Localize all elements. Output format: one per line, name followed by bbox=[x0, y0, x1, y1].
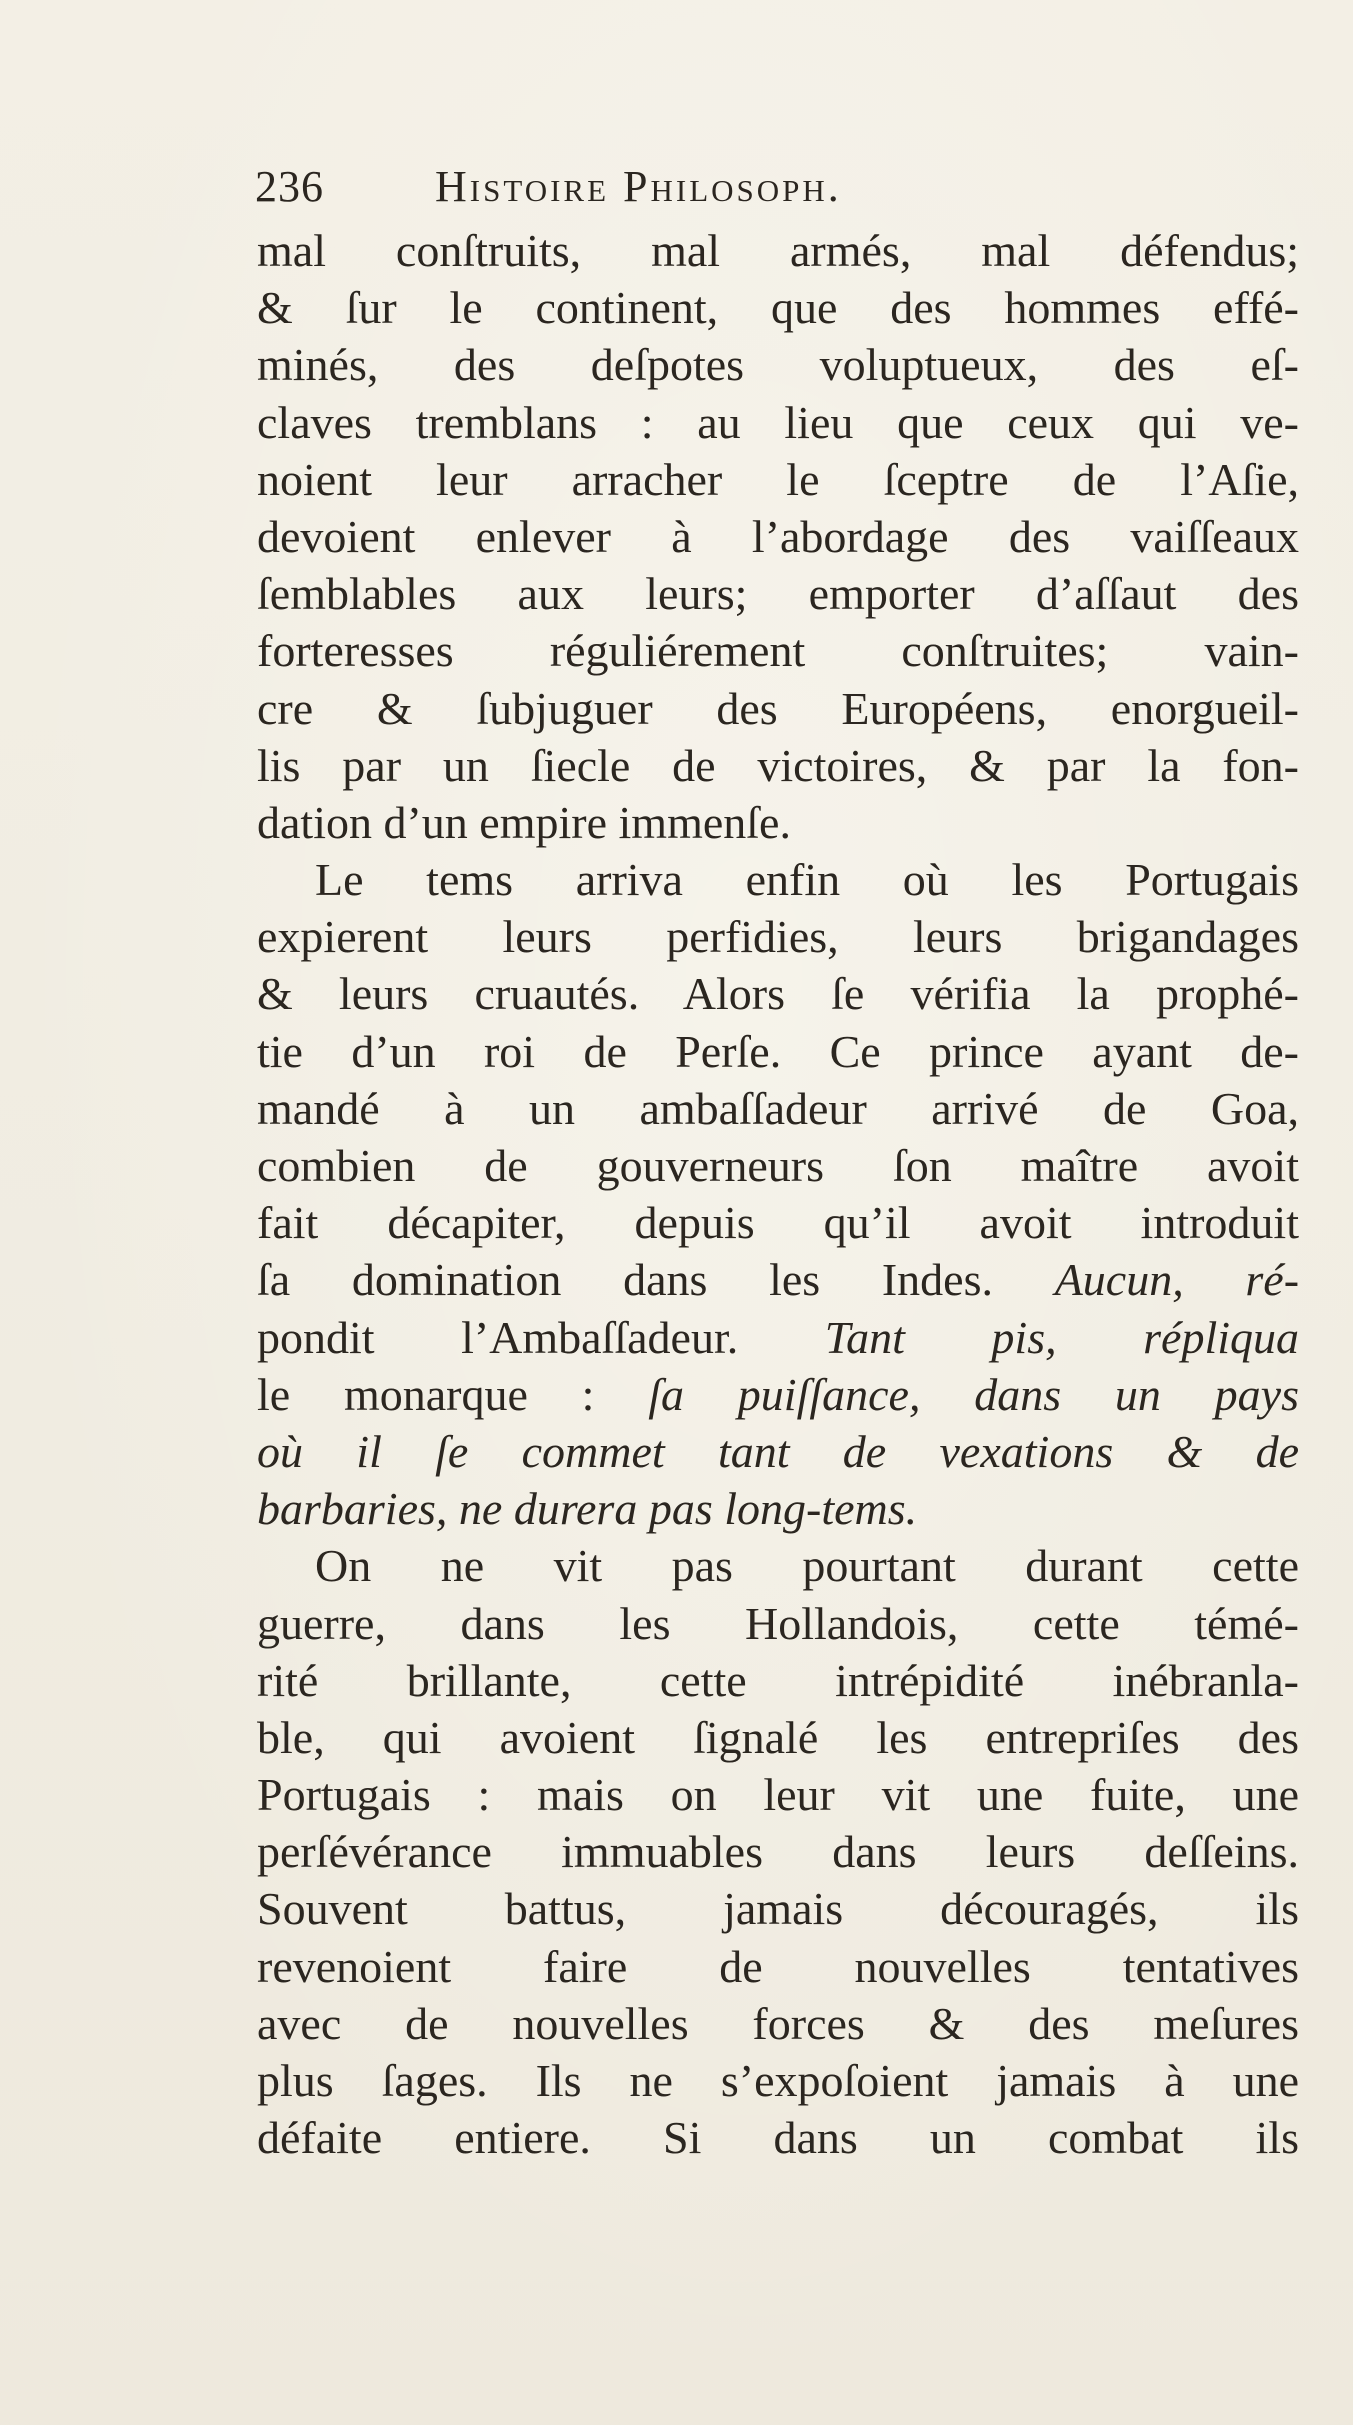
text-line: minés, des deſpotes voluptueux, des eſ- bbox=[257, 339, 1299, 391]
text-line: ble, qui avoient ſignalé les entrepriſes des bbox=[257, 1711, 1299, 1763]
text-line: lis par un ſiecle de victoires, & par la fon- bbox=[257, 739, 1299, 791]
text-segment: le monarque : bbox=[257, 1368, 595, 1420]
text-line: guerre, dans les Hollandois, cette témé- bbox=[257, 1597, 1299, 1649]
text-line: dation d’un empire immenſe. bbox=[257, 796, 791, 848]
text-line: défaite entiere. Si dans un combat ils bbox=[257, 2112, 1299, 2164]
text-line: plus ſages. Ils ne s’expoſoient jamais à une bbox=[257, 2055, 1299, 2106]
text-line: On ne vit pas pourtant durant cette bbox=[315, 1540, 1299, 1592]
body-text bbox=[257, 222, 1299, 2166]
text-line bbox=[257, 1366, 1299, 1423]
text-line: rité brillante, cette intrépidité inébranla- bbox=[257, 1654, 1299, 1706]
text-line: fait décapiter, depuis qu’il avoit introduit bbox=[257, 1197, 1299, 1249]
text-line: expierent leurs perfidies, leurs brigandages bbox=[257, 911, 1299, 963]
page-number: 236 bbox=[255, 162, 324, 211]
text-line: perſévérance immuables dans leurs deſſeins. bbox=[257, 1826, 1299, 1878]
text-line: tie d’un roi de Perſe. Ce prince ayant de- bbox=[257, 1025, 1299, 1077]
text-line: & ſur le continent, que des hommes effé- bbox=[257, 282, 1299, 334]
text-line: revenoient faire de nouvelles tentatives bbox=[257, 1940, 1299, 1992]
text-line: claves tremblans : au lieu que ceux qui ve- bbox=[257, 396, 1299, 448]
text-line bbox=[257, 1309, 1299, 1366]
text-segment: ſa domination dans les Indes. bbox=[257, 1254, 993, 1306]
text-line: forteresses réguliérement conſtruites; vain- bbox=[257, 625, 1299, 677]
text-line: combien de gouverneurs ſon maître avoit bbox=[257, 1140, 1299, 1191]
text-line: Portugais : mais on leur vit une fuite, une bbox=[257, 1769, 1299, 1821]
text-line: barbaries, ne durera pas long-tems. bbox=[257, 1483, 918, 1535]
text-line: où il ſe commet tant de vexations & de bbox=[257, 1425, 1299, 1477]
text-line: & leurs cruautés. Alors ſe vérifia la prophé- bbox=[257, 968, 1299, 1020]
page-header bbox=[255, 152, 1295, 222]
running-title: Histoire Philosoph. bbox=[435, 162, 842, 211]
text-segment: pondit l’Ambaſſadeur. bbox=[257, 1311, 739, 1363]
text-line: noient leur arracher le ſceptre de l’Aſie, bbox=[257, 453, 1299, 505]
text-line: devoient enlever à l’abordage des vaiſſeaux bbox=[257, 510, 1299, 562]
text-line: mal conſtruits, mal armés, mal défendus; bbox=[257, 225, 1299, 276]
text-line: Le tems arriva enfin où les Portugais bbox=[315, 854, 1299, 906]
text-line bbox=[257, 1251, 1299, 1308]
text-line: Souvent battus, jamais découragés, ils bbox=[257, 1883, 1299, 1935]
italic-segment: Tant pis, répliqua bbox=[824, 1311, 1299, 1363]
italic-segment: Aucun, ré- bbox=[1054, 1254, 1300, 1306]
text-line: avec de nouvelles forces & des meſures bbox=[257, 1997, 1299, 2049]
italic-segment: ſa puiſſance, dans un pays bbox=[648, 1368, 1299, 1420]
text-line: ſemblables aux leurs; emporter d’aſſaut des bbox=[257, 568, 1299, 620]
text-line: mandé à un ambaſſadeur arrivé de Goa, bbox=[257, 1082, 1299, 1134]
text-line: cre & ſubjuguer des Européens, enorgueil- bbox=[257, 682, 1299, 734]
